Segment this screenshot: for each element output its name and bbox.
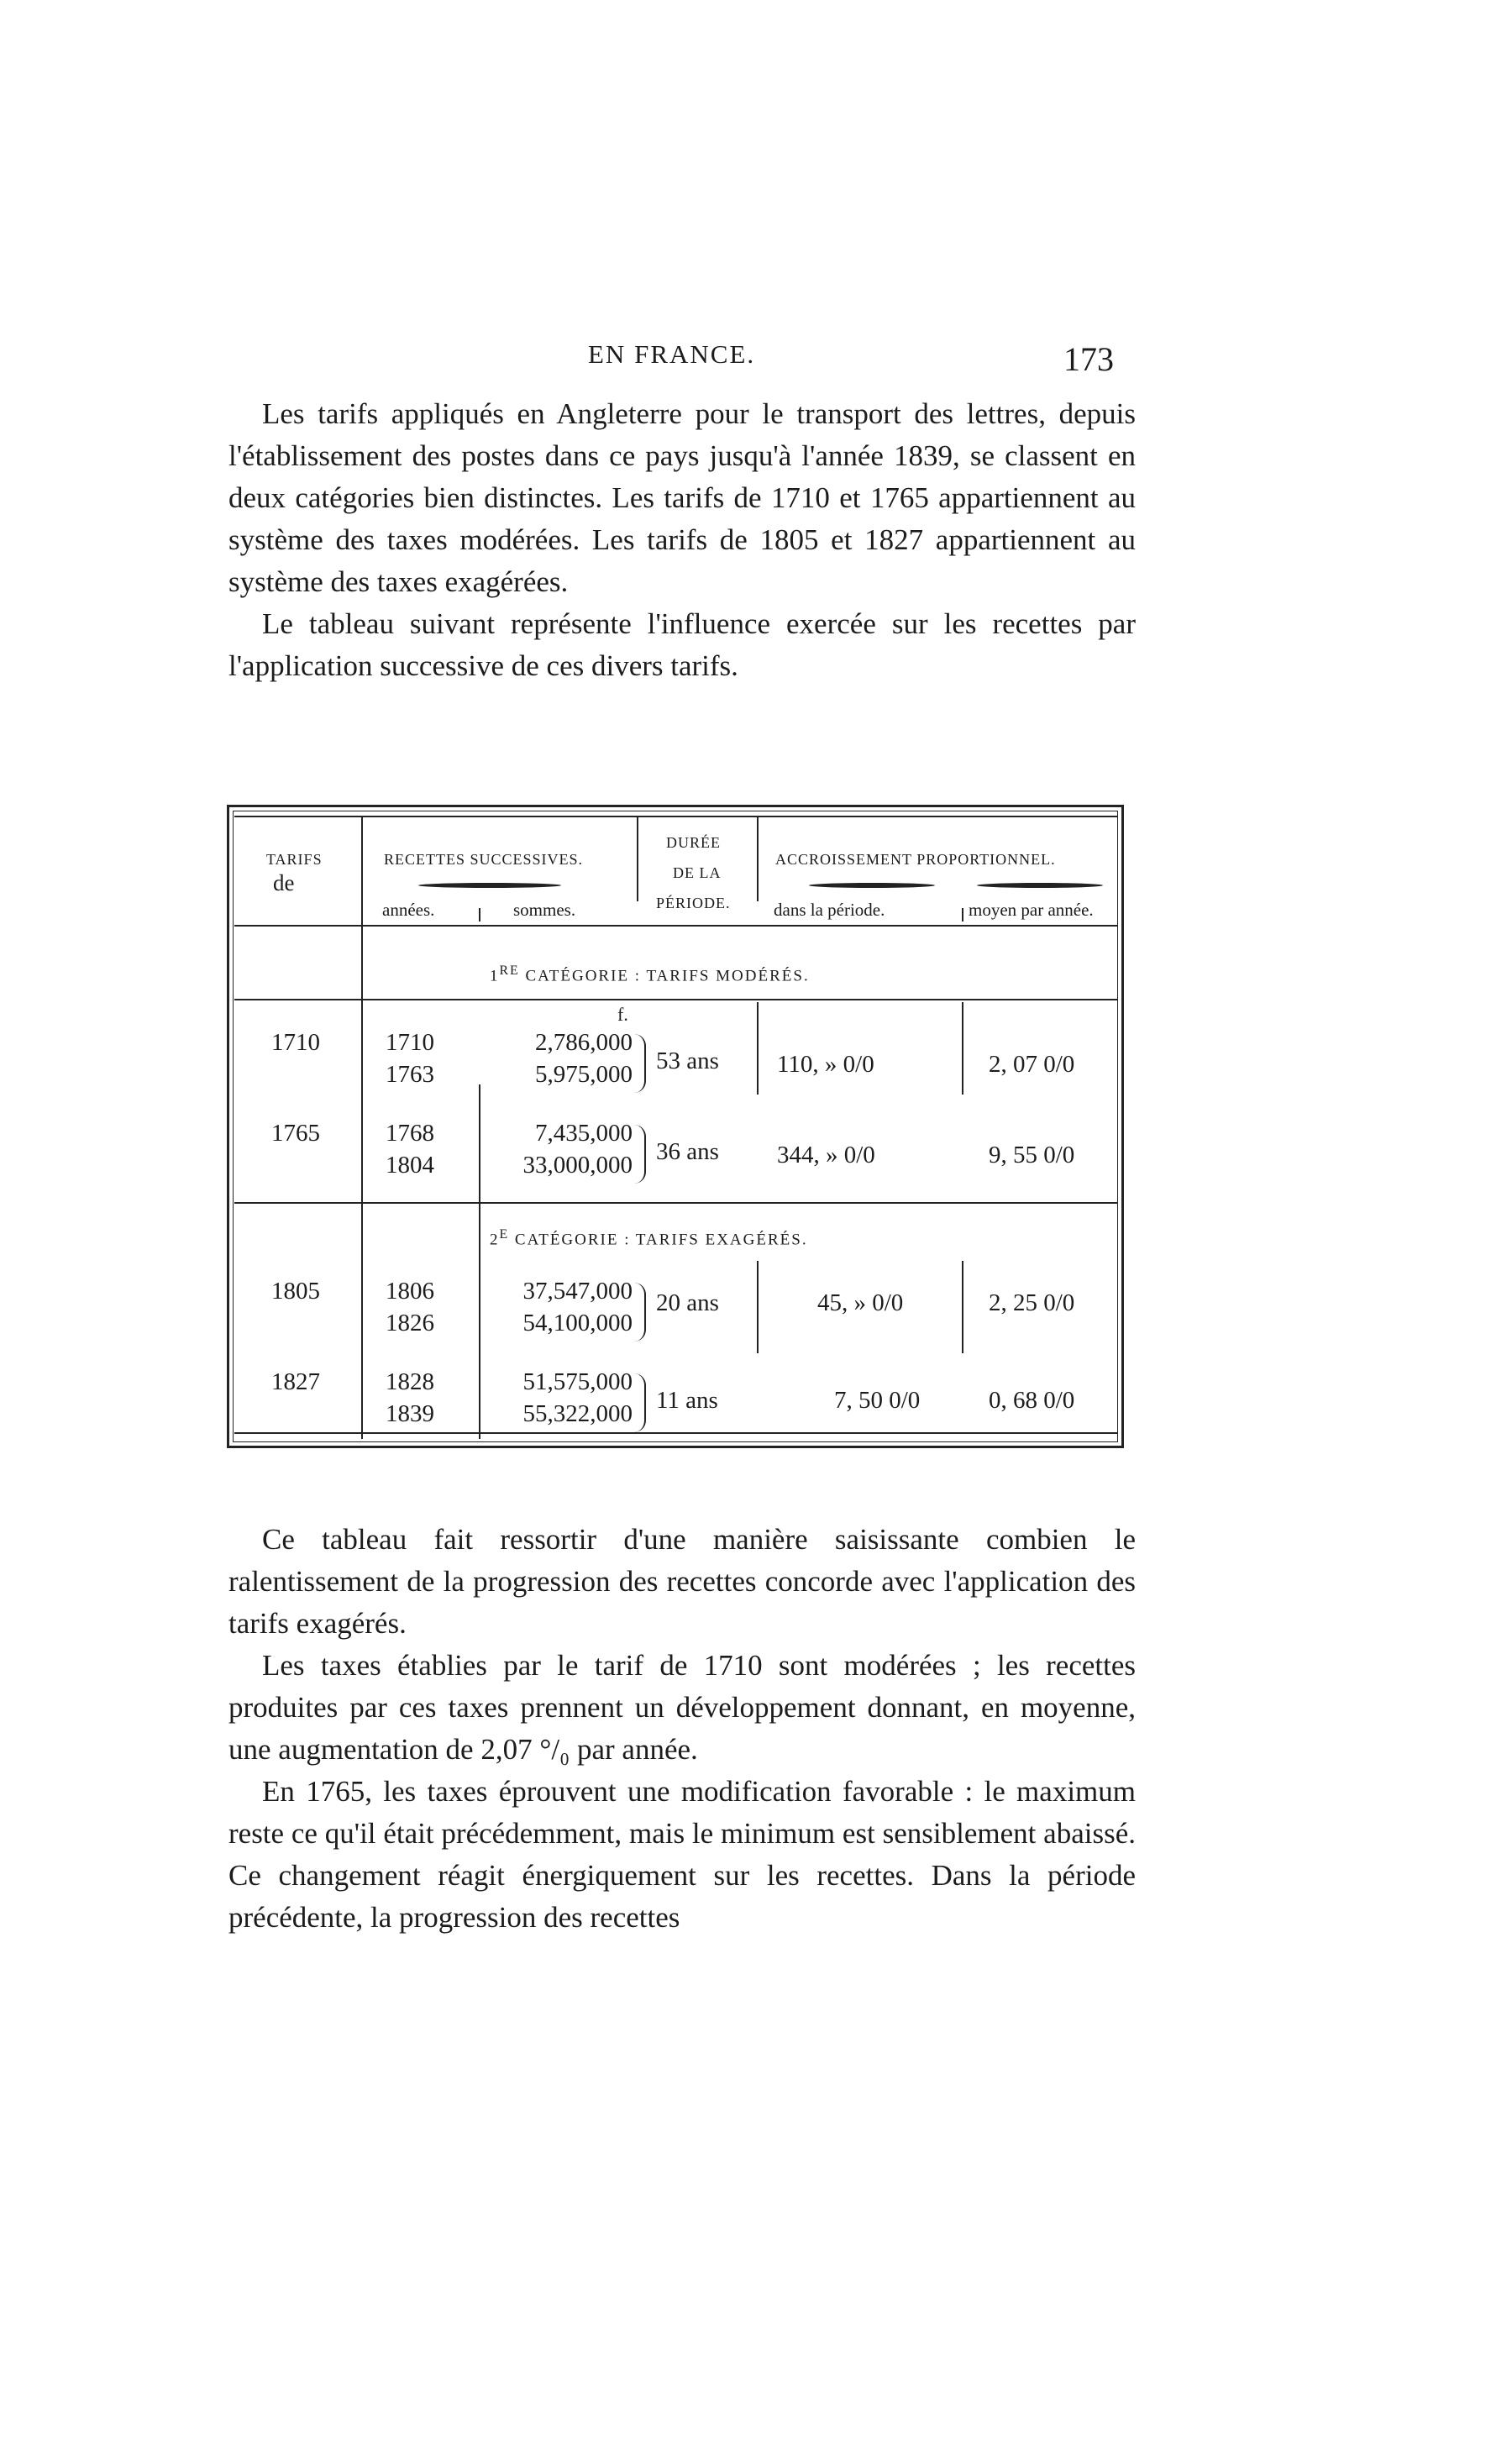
sum-cell: 2,786,000 <box>535 1029 633 1056</box>
column-rule <box>962 1002 963 1095</box>
brace <box>634 1034 646 1093</box>
tarif-cell: 1765 <box>271 1120 320 1147</box>
header-duree-1: DURÉE <box>666 834 721 851</box>
brace <box>634 1373 646 1432</box>
intro-text <box>228 393 1136 687</box>
annual-growth-cell: 9, 55 0/0 <box>989 1142 1075 1168</box>
category-heading <box>490 963 810 985</box>
duration-cell: 53 ans <box>656 1047 719 1074</box>
page-number: 173 <box>1063 340 1114 378</box>
bottom-rule <box>234 1432 1118 1434</box>
header-duree-2: DE LA <box>673 864 722 881</box>
period-growth-cell: 45, » 0/0 <box>817 1289 904 1316</box>
paragraph: Ce tableau fait ressortir d'une manière saisissante combien le ralentissement de la progression des recettes concorde avec l'application des tarifs exagérés. <box>228 1523 1136 1640</box>
paragraph: Les tarifs appliqués en Angleterre pour le transport des lettres, depuis l'établissement des postes dans ce pays jusqu'à l'année 1839, se classent en deux catégories bien distinctes. Les tarifs de 1710 et 1765 appartiennent au système des taxes modérées. Les tarifs de 1805 et 1827 appartiennent au système des taxes exagérées. <box>228 397 1136 598</box>
annual-growth-cell: 0, 68 0/0 <box>989 1387 1075 1414</box>
category-label: CATÉGORIE : TARIFS MODÉRÉS. <box>525 967 810 985</box>
category-heading <box>490 1227 808 1249</box>
header-recettes: RECETTES SUCCESSIVES. <box>384 851 584 868</box>
sum-cell: 55,322,000 <box>522 1400 633 1427</box>
year-cell: 1763 <box>386 1061 434 1088</box>
header-dans-periode: dans la période. <box>774 900 885 920</box>
annual-growth-cell: 2, 25 0/0 <box>989 1289 1075 1316</box>
tarif-cell: 1805 <box>271 1278 320 1305</box>
tarif-cell: 1710 <box>271 1029 320 1056</box>
sum-cell: 51,575,000 <box>522 1368 633 1395</box>
closing-text <box>228 1519 1136 1939</box>
swash-ornament <box>977 883 1103 888</box>
column-rule <box>757 1002 759 1095</box>
currency-unit: f. <box>617 1004 628 1025</box>
column-rule <box>757 1261 759 1353</box>
paragraph: Le tableau suivant représente l'influence exercée sur les recettes par l'application successive de ces divers tarifs. <box>228 607 1136 682</box>
header-rule <box>234 925 1118 927</box>
receipts-table <box>227 805 1124 1448</box>
header-sommes: sommes. <box>513 900 576 920</box>
category-ordinal: RE <box>499 963 520 978</box>
header-tarifs: TARIFS <box>266 851 323 868</box>
period-growth-cell: 7, 50 0/0 <box>834 1387 921 1414</box>
year-cell: 1710 <box>386 1029 434 1056</box>
header-moyen: moyen par année. <box>969 900 1094 920</box>
duration-cell: 20 ans <box>656 1289 719 1316</box>
column-rule <box>361 817 363 1439</box>
category-label: CATÉGORIE : TARIFS EXAGÉRÉS. <box>514 1231 808 1249</box>
column-rule <box>962 908 963 921</box>
sum-cell: 54,100,000 <box>522 1310 633 1336</box>
header-duree-3: PÉRIODE. <box>656 895 731 911</box>
category-rule <box>234 999 1118 1000</box>
year-cell: 1806 <box>386 1278 434 1305</box>
category-rule <box>234 1202 1118 1204</box>
swash-ornament <box>809 883 935 888</box>
header-accroissement: ACCROISSEMENT PROPORTIONNEL. <box>775 851 1056 868</box>
paragraph: Les taxes établies par le tarif de 1710 sont modérées ; les recettes produites par ces taxes prennent un développement donnant, en moyenne, une augmentation de 2,07 °/₀ par année. <box>228 1649 1136 1766</box>
year-cell: 1828 <box>386 1368 434 1395</box>
header-annees: années. <box>382 900 435 920</box>
year-cell: 1839 <box>386 1400 434 1427</box>
brace <box>634 1125 646 1184</box>
sum-cell: 5,975,000 <box>535 1061 633 1088</box>
column-rule <box>962 1261 963 1353</box>
duration-cell: 36 ans <box>656 1138 719 1165</box>
column-rule <box>637 817 638 901</box>
running-title: EN FRANCE. <box>588 339 756 369</box>
sum-cell: 37,547,000 <box>522 1278 633 1305</box>
period-growth-cell: 344, » 0/0 <box>777 1142 875 1168</box>
tarif-cell: 1827 <box>271 1368 320 1395</box>
sum-cell: 33,000,000 <box>522 1152 633 1179</box>
column-rule <box>757 817 759 901</box>
category-ordinal: E <box>499 1227 510 1242</box>
annual-growth-cell: 2, 07 0/0 <box>989 1051 1075 1078</box>
year-cell: 1826 <box>386 1310 434 1336</box>
sum-cell: 7,435,000 <box>535 1120 633 1147</box>
paragraph: En 1765, les taxes éprouvent une modification favorable : le maximum reste ce qu'il était précédemment, mais le minimum est sensiblement abaissé. Ce changement réagit énergiquement sur les recettes. Dans la période précédente, la progression des recettes <box>228 1775 1136 1934</box>
period-growth-cell: 110, » 0/0 <box>777 1051 874 1078</box>
running-head <box>0 339 1512 381</box>
header-de: de <box>273 870 295 895</box>
column-rule <box>479 1084 480 1439</box>
category-number: 2 <box>490 1231 500 1249</box>
duration-cell: 11 ans <box>656 1387 718 1414</box>
brace <box>634 1283 646 1342</box>
year-cell: 1768 <box>386 1120 434 1147</box>
category-number: 1 <box>490 967 500 985</box>
year-cell: 1804 <box>386 1152 434 1179</box>
swash-ornament <box>418 883 561 888</box>
column-rule <box>479 908 480 921</box>
header-rule <box>234 816 1118 817</box>
